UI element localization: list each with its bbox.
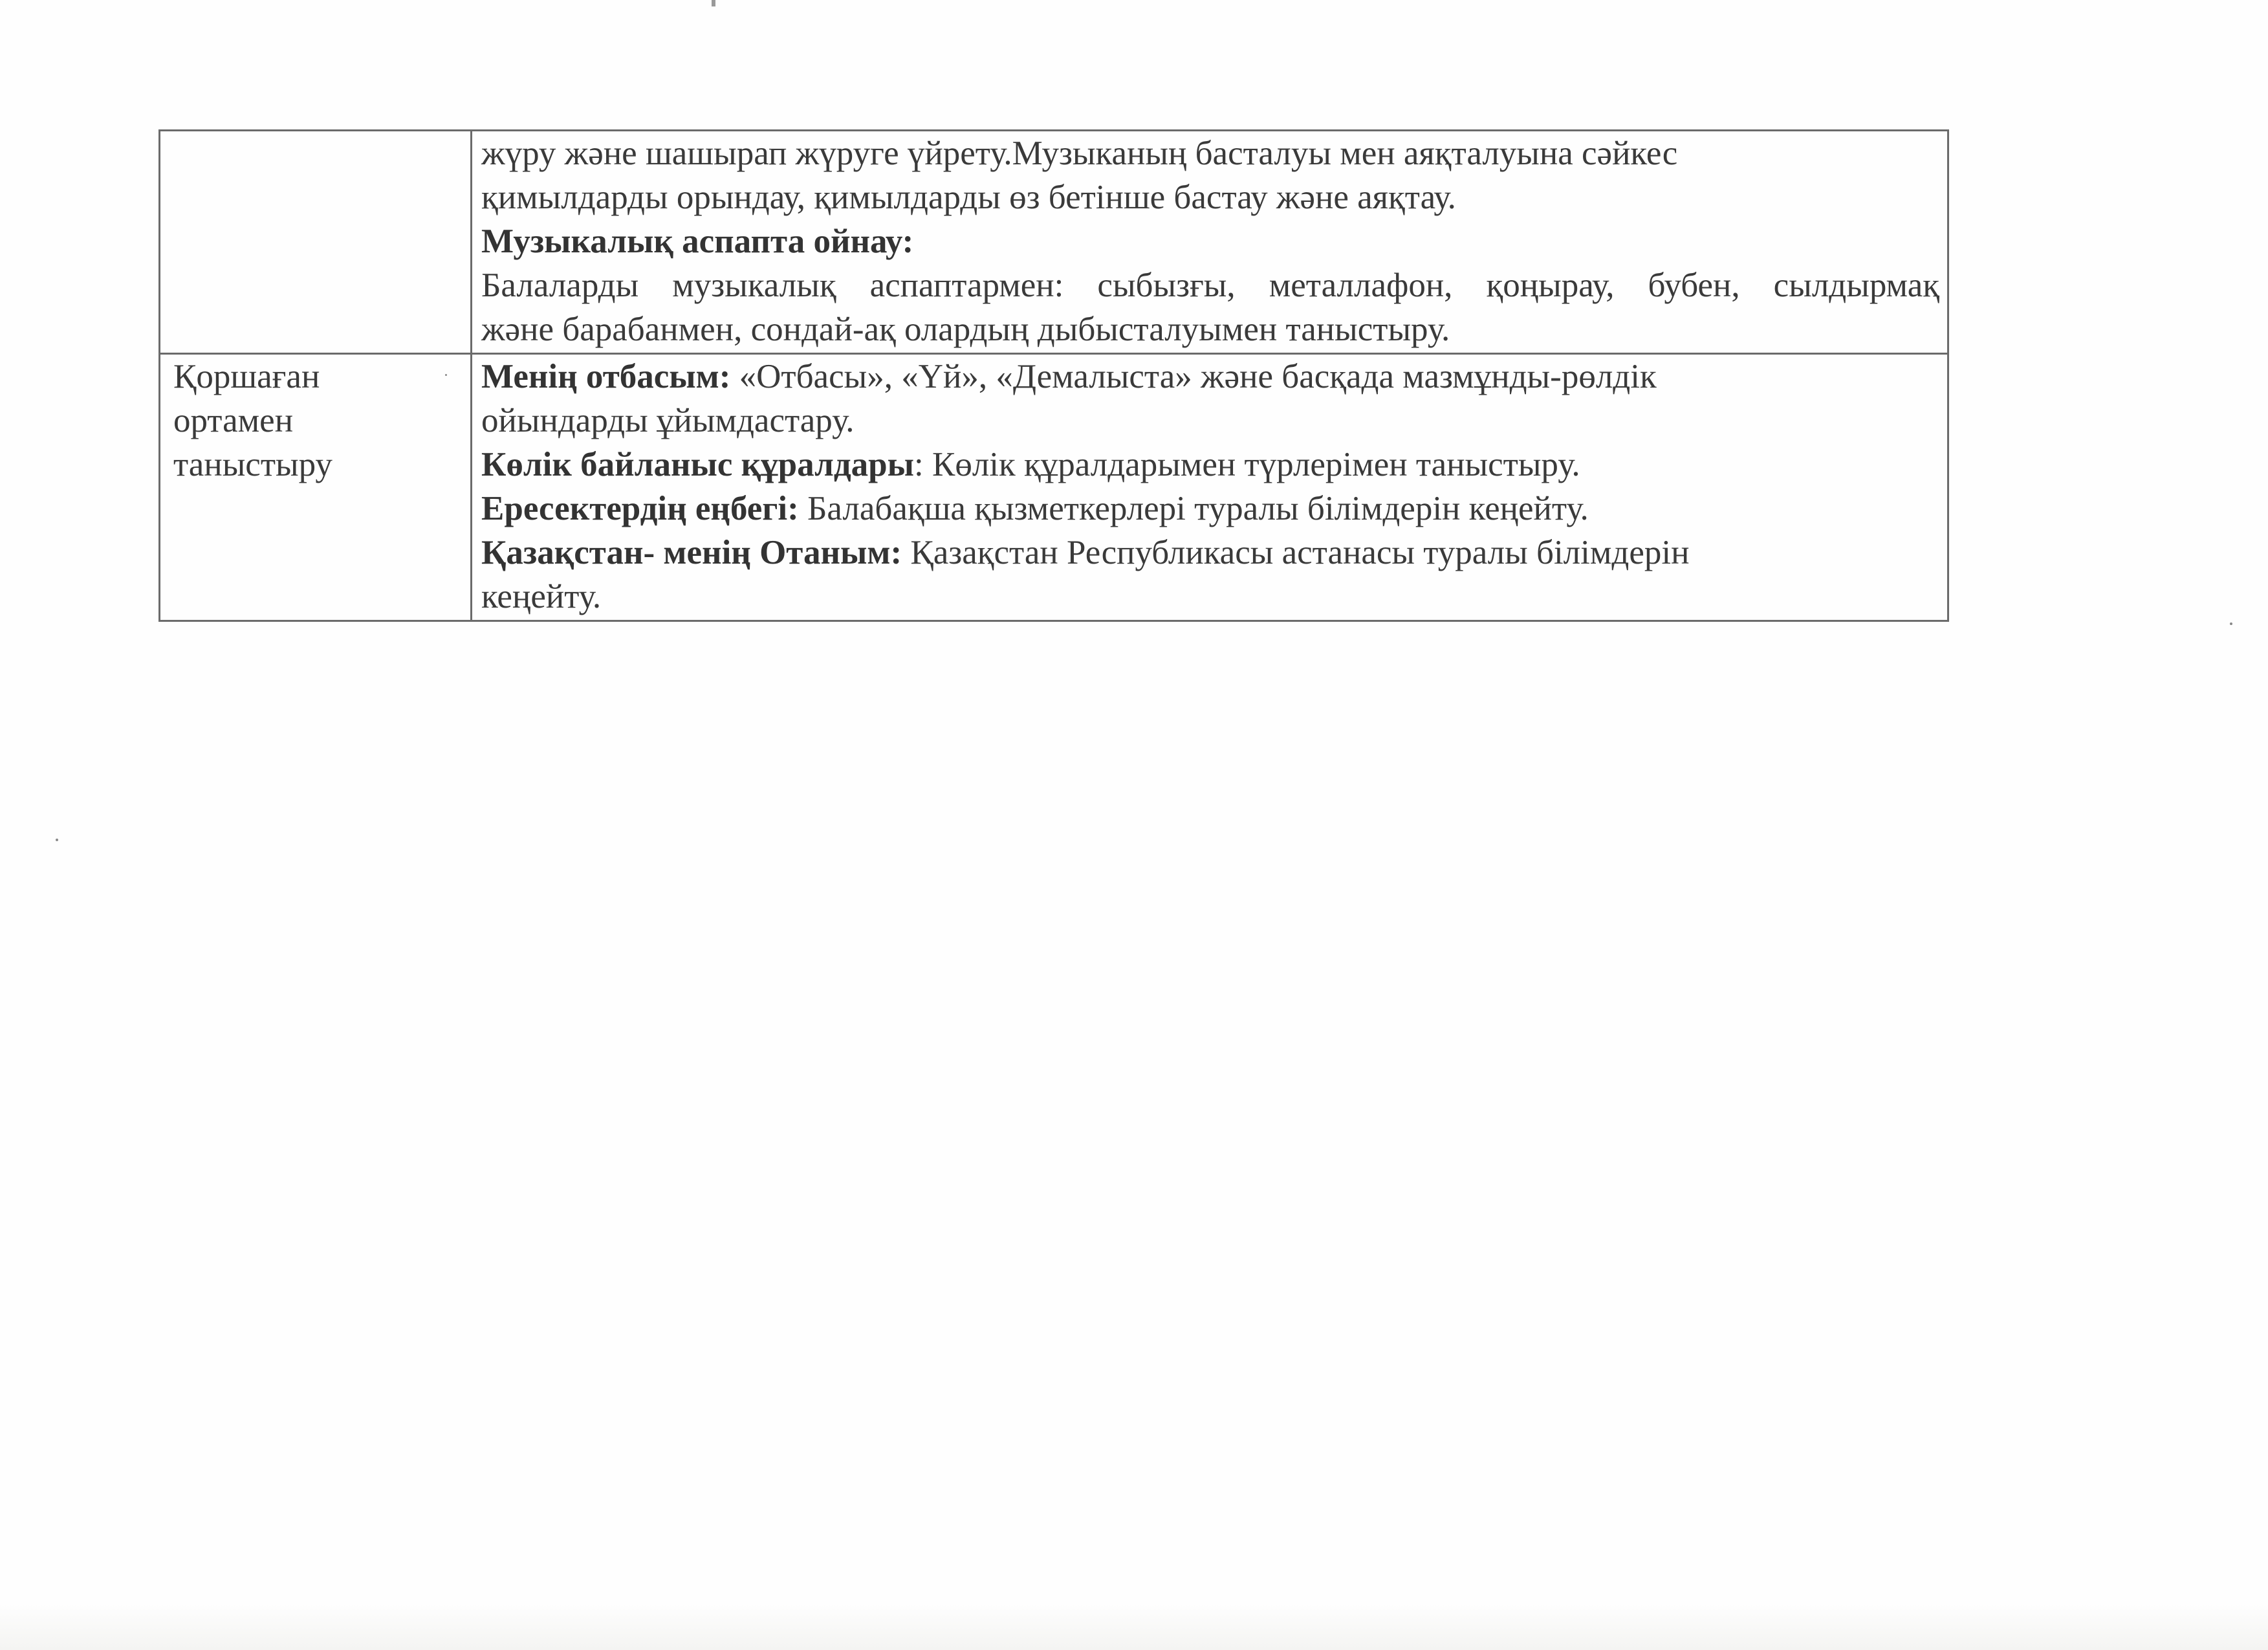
- scan-speck: [56, 839, 58, 841]
- scan-speck: [445, 374, 447, 376]
- table-row: [160, 354, 1948, 621]
- section-heading-line: таныстыру: [173, 446, 333, 483]
- topic-item: [481, 531, 1939, 575]
- topic-text: Қазақстан Республикасы астанасы туралы білімдерін: [902, 534, 1690, 571]
- topic-text: «Отбасы», «Үй», «Демалыста» және басқада мазмұнды-рөлдік: [730, 358, 1657, 395]
- topic-item: [481, 487, 1939, 531]
- section-heading-line: Қоршаған: [173, 358, 320, 395]
- topic-label: Көлік байланыс құралдары: [481, 446, 915, 483]
- scan-edge: [0, 1603, 2268, 1650]
- scan-artifact: [712, 0, 715, 6]
- topic-label: Қазақстан- менің Отаным:: [481, 534, 902, 571]
- content-line: және барабанмен, сондай-ақ олардың дыбысталуымен таныстыру.: [481, 311, 1450, 348]
- curriculum-table: [158, 129, 1949, 622]
- section-heading-cell: [160, 131, 472, 354]
- section-heading-line: ортамен: [173, 402, 294, 439]
- topic-text: ойындарды ұйымдастару.: [481, 402, 855, 439]
- topic-item: [481, 443, 1939, 487]
- section-content-cell: [472, 354, 1948, 621]
- topic-text: Балабақша қызметкерлері туралы білімдерін кеңейту.: [798, 490, 1589, 527]
- content-line: Балаларды музыкалық аспаптармен: сыбызғы, металлафон, қоңырау, бубен, сылдырмақ: [481, 267, 1939, 304]
- content-line: жүру және шашырап жүруге үйрету.Музыканың басталуы мен аяқталуына сәйкес: [481, 135, 1678, 172]
- topic-text: : Көлік құралдарымен түрлерімен таныстыру.: [914, 446, 1580, 483]
- content-subheading: Музыкалық аспапта ойнау:: [481, 223, 914, 260]
- section-content-cell: [472, 131, 1948, 354]
- topic-label: Ересектердің еңбегі:: [481, 490, 799, 527]
- topic-label: Менің отбасым:: [481, 358, 731, 395]
- topic-text: кеңейту.: [481, 578, 602, 615]
- topic-item: [481, 355, 1939, 399]
- scan-speck: [2230, 622, 2232, 625]
- content-line: қимылдарды орындау, қимылдарды өз бетінше бастау және аяқтау.: [481, 179, 1456, 216]
- section-heading-cell: [160, 354, 472, 621]
- table-row: [160, 131, 1948, 354]
